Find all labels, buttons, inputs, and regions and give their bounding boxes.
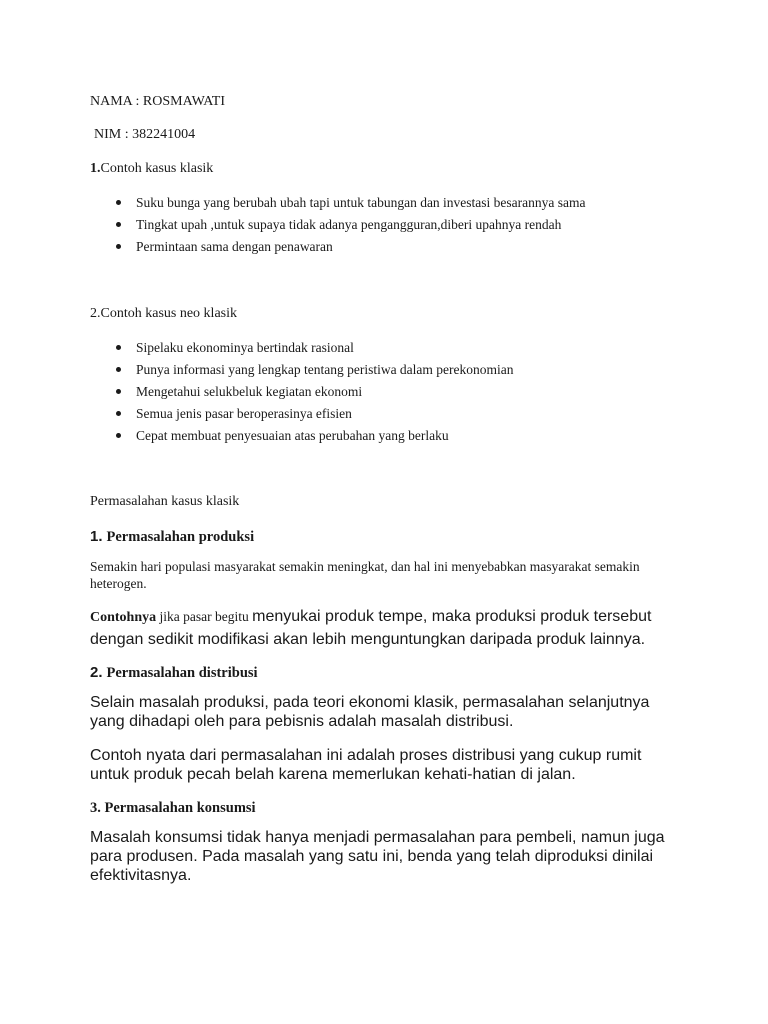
list-item: Sipelaku ekonominya bertindak rasional <box>90 337 514 359</box>
list-item: Tingkat upah ,untuk supaya tidak adanya pengangguran,diberi upahnya rendah <box>90 214 586 236</box>
list-item: Cepat membuat penyesuaian atas perubahan yang berlaku <box>90 425 514 447</box>
list-item: Mengetahui selukbeluk kegiatan ekonomi <box>90 381 514 403</box>
student-nim: NIM : 382241004 <box>94 127 196 142</box>
distribusi-paragraph-1: Selain masalah produksi, pada teori ekonomi klasik, permasalahan selanjutnya yang dihadapi oleh para pebisnis adalah masalah distribusi. <box>90 694 650 730</box>
section2-list <box>90 337 514 447</box>
list-item: Permintaan sama dengan penawaran <box>90 236 586 258</box>
list-item: Punya informasi yang lengkap tentang peristiwa dalam perekonomian <box>90 359 514 381</box>
list-item: Suku bunga yang berubah ubah tapi untuk tabungan dan investasi besarannya sama <box>90 192 586 214</box>
example-text: menyukai produk tempe, maka produksi produk tersebut dengan sedikit modifikasi akan lebih menguntungkan daripada produk lainnya. <box>90 608 652 648</box>
distribusi-paragraph-2: Contoh nyata dari permasalahan ini adalah proses distribusi yang cukup rumit untuk produk pecah belah karena memerlukan kehati-hatian di jalan. <box>90 747 642 783</box>
distribusi-number: 2. <box>90 664 103 681</box>
problems-intro: Permasalahan kasus klasik <box>90 494 240 509</box>
konsumsi-paragraph: Masalah konsumsi tidak hanya menjadi permasalahan para pembeli, namun juga para produsen. Pada masalah yang satu ini, benda yang telah diproduksi dinilai efektivitasnya. <box>90 829 665 884</box>
section1-title: Contoh kasus klasik <box>100 161 214 176</box>
student-name: NAMA : ROSMAWATI <box>90 94 226 109</box>
section1-number: 1. <box>90 161 101 176</box>
produksi-example <box>90 606 680 651</box>
example-intro: jika pasar begitu <box>156 609 253 624</box>
produksi-paragraph: Semakin hari populasi masyarakat semakin meningkat, dan hal ini menyebabkan masyarakat semakin heterogen. <box>90 559 640 591</box>
section2-heading: 2.Contoh kasus neo klasik <box>90 306 237 321</box>
section1-list <box>90 192 586 258</box>
distribusi-title: Permasalahan distribusi <box>106 665 258 681</box>
produksi-heading <box>90 528 254 546</box>
konsumsi-heading: 3. Permasalahan konsumsi <box>90 800 256 816</box>
list-item: Semua jenis pasar beroperasinya efisien <box>90 403 514 425</box>
section1-heading <box>90 161 213 177</box>
produksi-title: Permasalahan produksi <box>106 529 255 545</box>
example-label: Contohnya <box>90 610 157 625</box>
produksi-number: 1. <box>90 528 103 545</box>
distribusi-heading <box>90 664 258 682</box>
